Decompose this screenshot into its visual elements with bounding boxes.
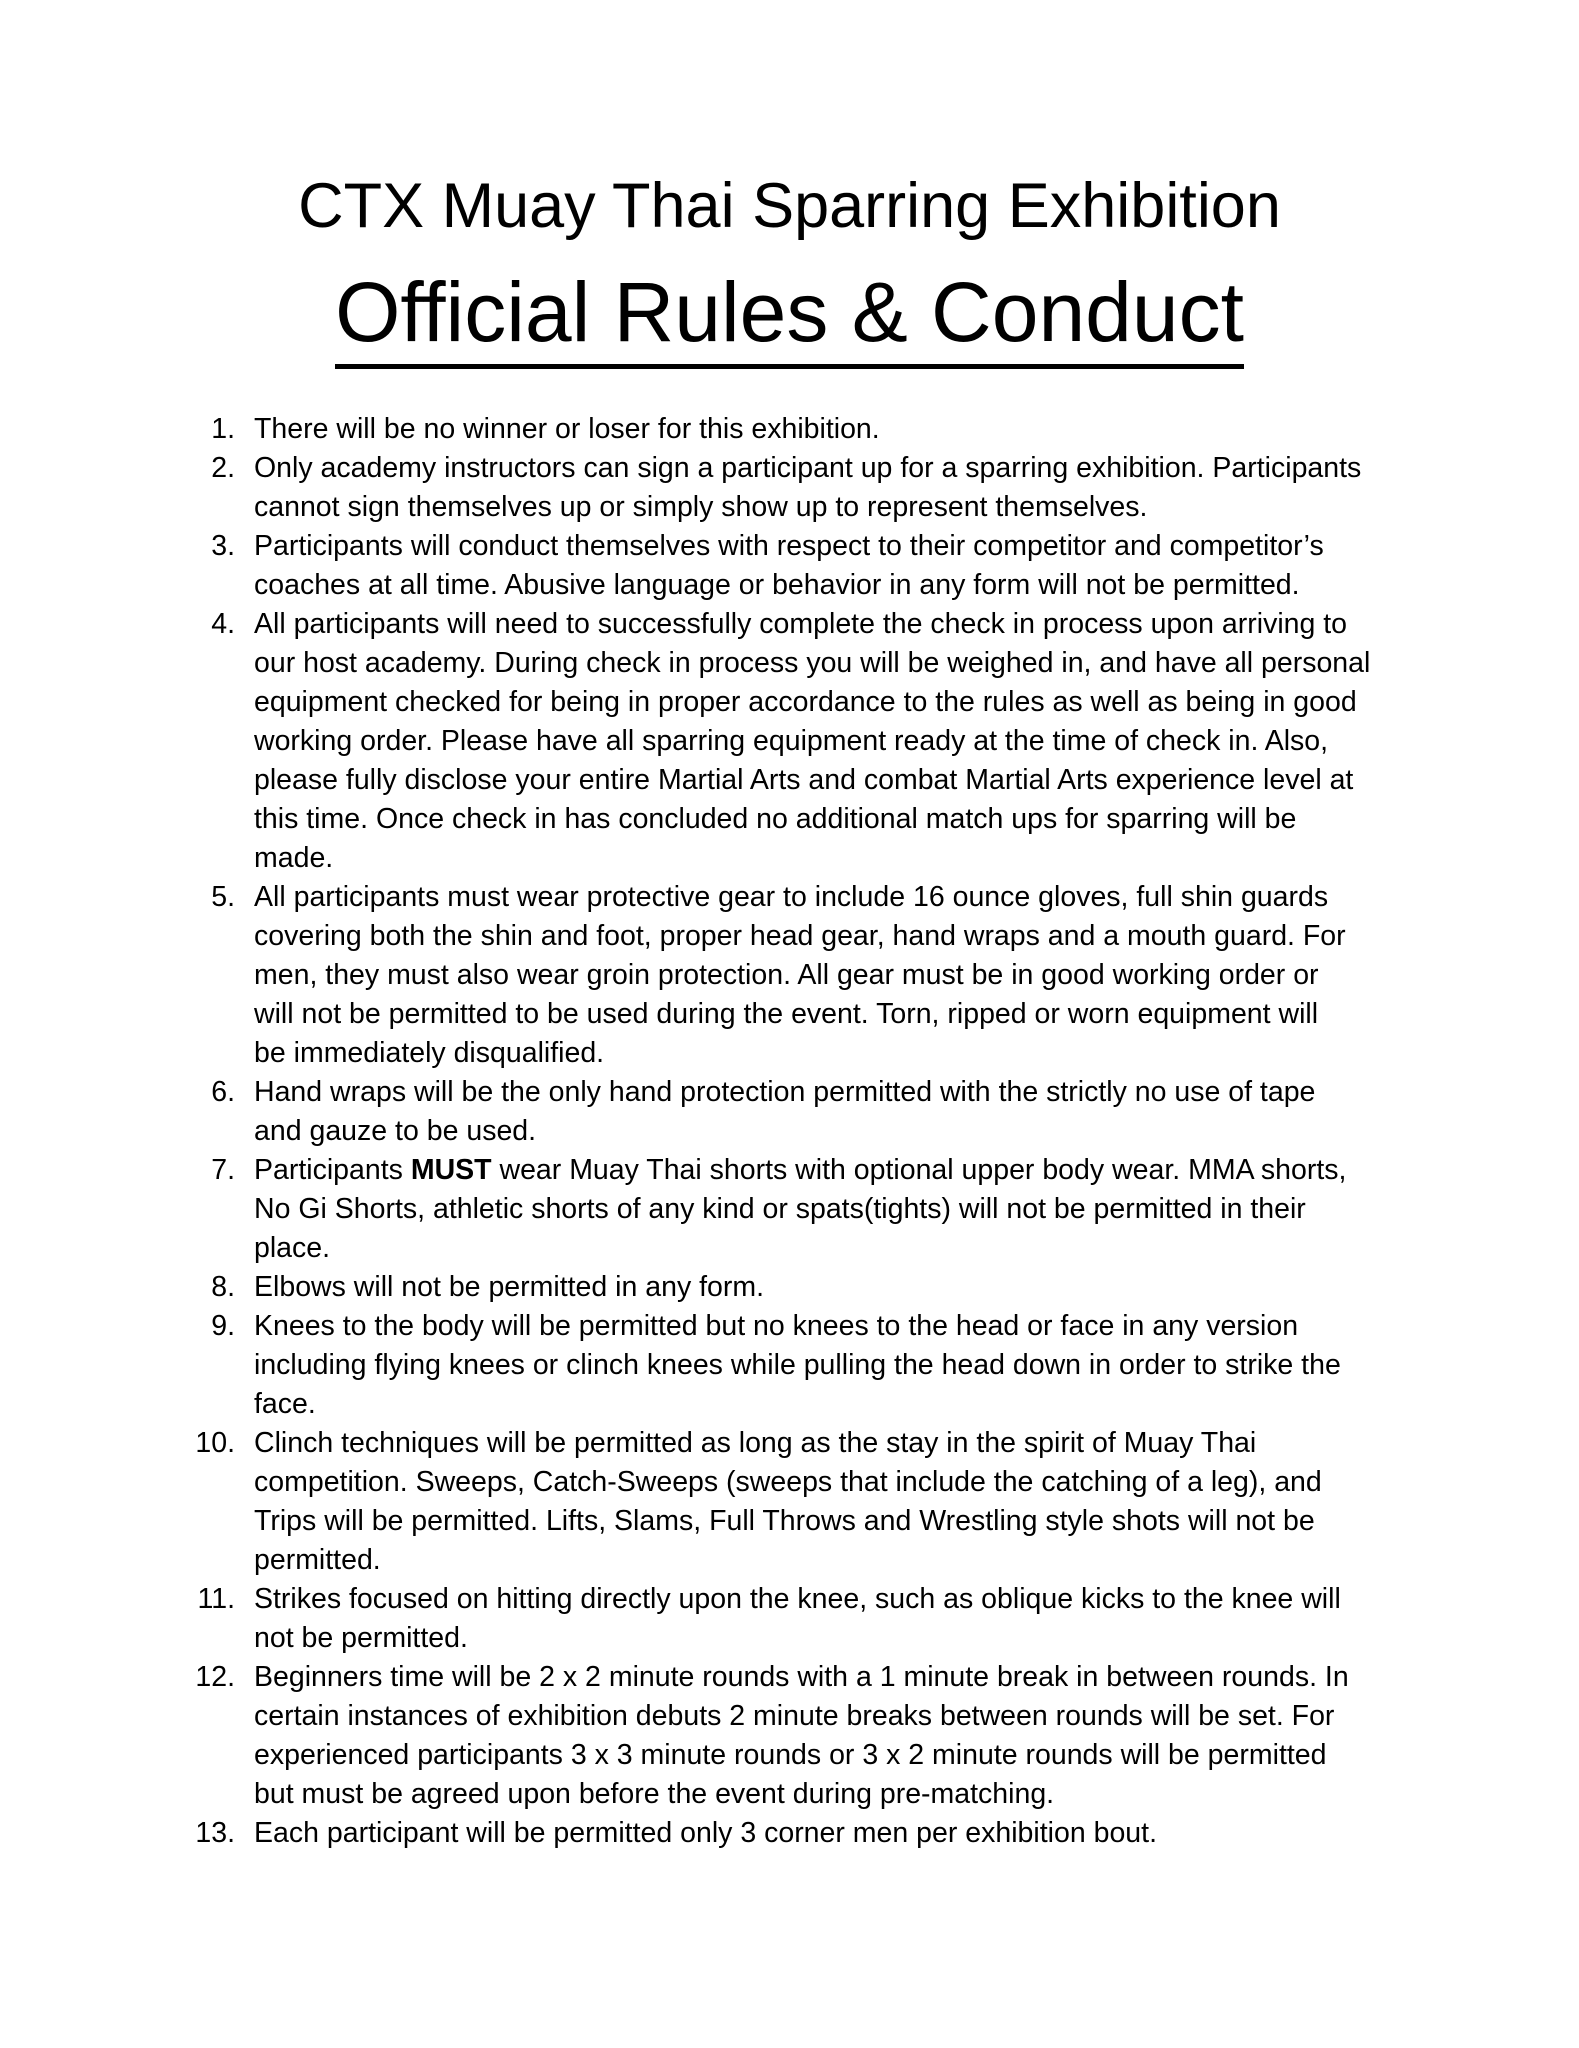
rule-text-line: All participants will need to successfully complete the check in process upon arriving to xyxy=(254,608,1348,640)
rule-text-line: No Gi Shorts, athletic shorts of any kind or spats(tights) will not be permitted in their xyxy=(254,1193,1306,1225)
rule-text-segment: Participants xyxy=(254,1154,411,1186)
rule-text-line: Trips will be permitted. Lifts, Slams, Full Throws and Wrestling style shots will not be xyxy=(254,1505,1315,1537)
rule-text-line: face. xyxy=(254,1388,316,1420)
rule-number: 1. xyxy=(211,413,235,445)
rule-text-line: men, they must also wear groin protection. All gear must be in good working order or xyxy=(254,959,1319,991)
rule-number: 6. xyxy=(211,1076,235,1108)
rule-text-line: but must be agreed upon before the event during pre-matching. xyxy=(254,1778,1055,1810)
rule-item xyxy=(195,1580,1410,1658)
rule-text-line: Strikes focused on hitting directly upon the knee, such as oblique kicks to the knee will xyxy=(254,1583,1341,1615)
rule-text-line: be immediately disqualified. xyxy=(254,1037,605,1069)
rule-text-line: There will be no winner or loser for this exhibition. xyxy=(254,413,880,445)
rule-text-line: equipment checked for being in proper accordance to the rules as well as being in good xyxy=(254,686,1357,718)
rule-text-line: and gauze to be used. xyxy=(254,1115,537,1147)
rules-list xyxy=(195,410,1410,1853)
rule-text-line: place. xyxy=(254,1232,331,1264)
rule-text-line: Hand wraps will be the only hand protection permitted with the strictly no use of tape xyxy=(254,1076,1316,1108)
rule-number: 4. xyxy=(211,608,235,640)
rule-text-line: Clinch techniques will be permitted as long as the stay in the spirit of Muay Thai xyxy=(254,1427,1257,1459)
rule-item xyxy=(195,1814,1410,1853)
rule-text-line: Only academy instructors can sign a participant up for a sparring exhibition. Participants xyxy=(254,452,1362,484)
document-subtitle: Official Rules & Conduct xyxy=(335,262,1244,369)
rule-number: 10. xyxy=(195,1427,235,1459)
rule-item xyxy=(195,1073,1410,1151)
rule-text-line: coaches at all time. Abusive language or behavior in any form will not be permitted. xyxy=(254,569,1300,601)
rule-emphasis-must: MUST xyxy=(410,1154,492,1186)
rule-number: 2. xyxy=(211,452,235,484)
rule-text-line xyxy=(254,1151,1410,1190)
rule-text-line: experienced participants 3 x 3 minute rounds or 3 x 2 minute rounds will be permitted xyxy=(254,1739,1327,1771)
rule-item xyxy=(195,878,1410,1073)
rule-number: 13. xyxy=(195,1817,235,1849)
rule-text-line: competition. Sweeps, Catch-Sweeps (sweeps that include the catching of a leg), and xyxy=(254,1466,1322,1498)
rule-number: 3. xyxy=(211,530,235,562)
rule-item xyxy=(195,449,1410,527)
rule-number: 11. xyxy=(197,1583,235,1615)
document-title: CTX Muay Thai Sparring Exhibition xyxy=(298,171,1281,241)
rule-text-line: Each participant will be permitted only 3 corner men per exhibition bout. xyxy=(254,1817,1157,1849)
rule-text-line: certain instances of exhibition debuts 2 minute breaks between rounds will be set. For xyxy=(254,1700,1335,1732)
rule-text-line: Knees to the body will be permitted but no knees to the head or face in any version xyxy=(254,1310,1299,1342)
rule-item xyxy=(195,1268,1410,1307)
rule-number: 8. xyxy=(211,1271,235,1303)
rule-text-line: Beginners time will be 2 x 2 minute rounds with a 1 minute break in between rounds. In xyxy=(254,1661,1349,1693)
rule-text-line: including flying knees or clinch knees while pulling the head down in order to strike the xyxy=(254,1349,1341,1381)
rule-item xyxy=(195,1424,1410,1580)
rule-text-line: working order. Please have all sparring equipment ready at the time of check in. Also, xyxy=(254,725,1329,757)
rule-text-line: cannot sign themselves up or simply show up to represent themselves. xyxy=(254,491,1148,523)
subtitle-container xyxy=(0,262,1579,369)
rule-item xyxy=(195,605,1410,878)
rule-text-line: permitted. xyxy=(254,1544,381,1576)
rule-number: 12. xyxy=(195,1661,235,1693)
rule-text-line: covering both the shin and foot, proper head gear, hand wraps and a mouth guard. For xyxy=(254,920,1346,952)
rule-text-line: our host academy. During check in process you will be weighed in, and have all personal xyxy=(254,647,1371,679)
rule-text-segment: wear Muay Thai shorts with optional upper body wear. MMA shorts, xyxy=(491,1154,1347,1186)
rule-item xyxy=(195,1307,1410,1424)
rule-text-line: not be permitted. xyxy=(254,1622,468,1654)
rule-number: 7. xyxy=(211,1154,235,1186)
rule-text-line: made. xyxy=(254,842,334,874)
rule-item xyxy=(195,1658,1410,1814)
rule-number: 5. xyxy=(211,881,235,913)
rule-text-line: All participants must wear protective gear to include 16 ounce gloves, full shin guards xyxy=(254,881,1329,913)
rule-text-line: will not be permitted to be used during the event. Torn, ripped or worn equipment will xyxy=(254,998,1319,1030)
rule-text-line: this time. Once check in has concluded no additional match ups for sparring will be xyxy=(254,803,1297,835)
rule-text-line: Elbows will not be permitted in any form. xyxy=(254,1271,765,1303)
rule-item xyxy=(195,527,1410,605)
rule-item xyxy=(195,410,1410,449)
rule-item xyxy=(195,1151,1410,1268)
rule-text-line: please fully disclose your entire Martial Arts and combat Martial Arts experience level at xyxy=(254,764,1354,796)
rule-number: 9. xyxy=(211,1310,235,1342)
rule-text-line: Participants will conduct themselves with respect to their competitor and competitor’s xyxy=(254,530,1324,562)
